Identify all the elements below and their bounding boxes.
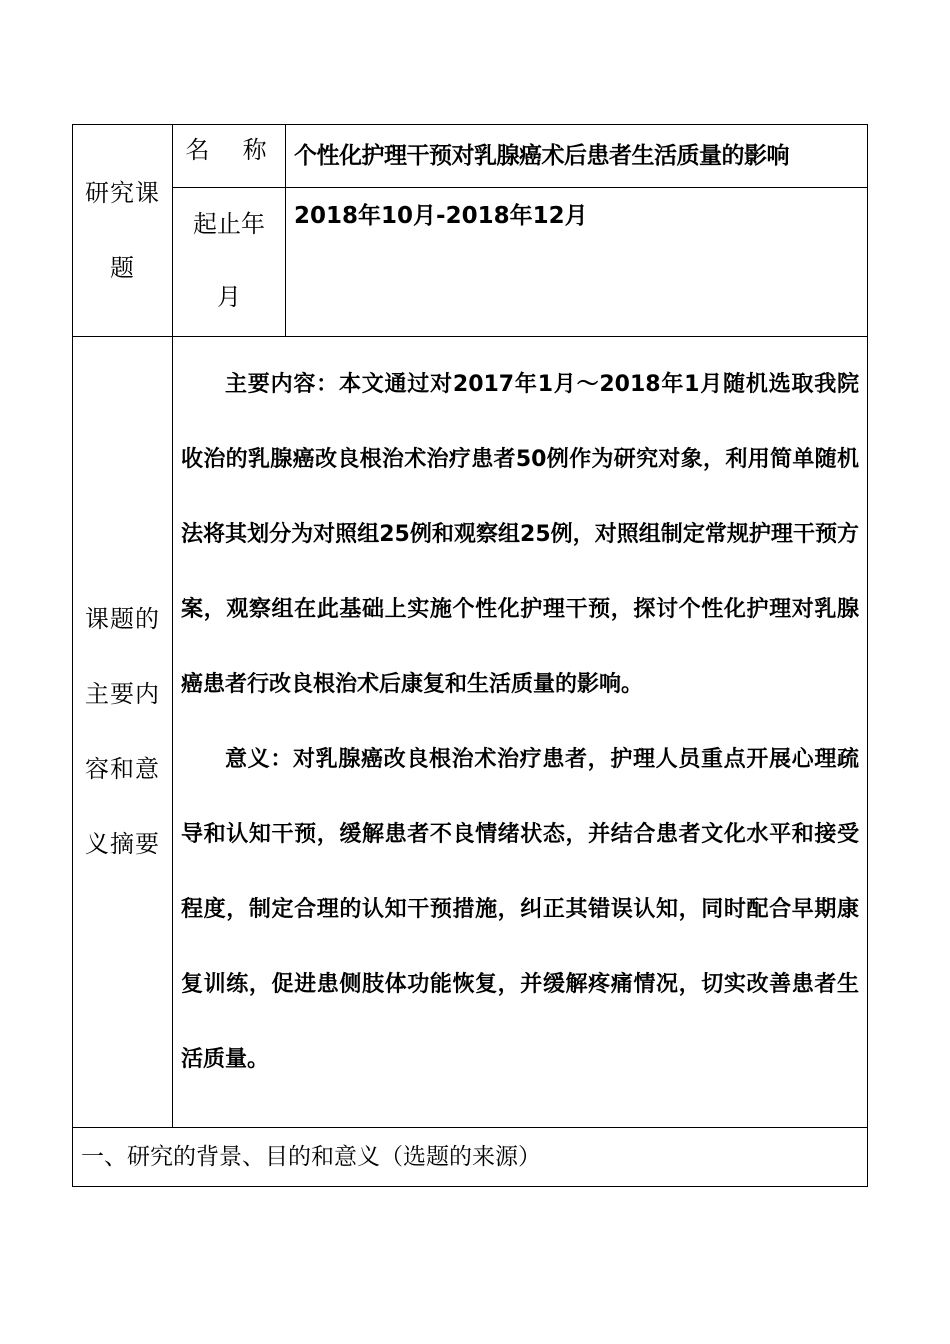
summary-label-cell xyxy=(73,337,173,1128)
summary-row xyxy=(73,337,868,1128)
period-label: 起止年月 xyxy=(193,210,265,311)
proposal-form-table xyxy=(72,124,868,1187)
name-label-cell xyxy=(173,125,286,188)
period-value: 2018年10月-2018年12月 xyxy=(294,203,588,229)
topic-title: 个性化护理干预对乳腺癌术后患者生活质量的影响 xyxy=(294,143,789,169)
topic-label-cell xyxy=(73,125,173,337)
period-label-cell xyxy=(173,188,286,337)
section-heading-cell xyxy=(73,1128,868,1187)
main-content-paragraph: 主要内容：本文通过对2017年1月～2018年1月随机选取我院收治的乳腺癌改良根治术治疗患者50例作为研究对象，利用简单随机法将其划分为对照组25例和观察组25例，对照组制定常规护理干预方案，观察组在此基础上实施个性化护理干预，探讨个性化护理对乳腺癌患者行改良根治术后康复和生活质量的影响。 xyxy=(181,372,859,697)
name-label: 名 称 xyxy=(185,136,273,164)
topic-label: 研究课题 xyxy=(85,178,160,282)
section-heading-row xyxy=(73,1128,868,1187)
title-row xyxy=(73,125,868,188)
summary-label: 课题的主要内容和意义摘要 xyxy=(85,605,160,858)
section-heading: 一、研究的背景、目的和意义（选题的来源） xyxy=(81,1144,541,1170)
period-row xyxy=(73,188,868,337)
period-value-cell xyxy=(286,188,868,337)
summary-content-cell xyxy=(173,337,868,1128)
significance-paragraph: 意义：对乳腺癌改良根治术治疗患者，护理人员重点开展心理疏导和认知干预，缓解患者不良情绪状态，并结合患者文化水平和接受程度，制定合理的认知干预措施，纠正其错误认知，同时配合早期康复训练，促进患侧肢体功能恢复，并缓解疼痛情况，切实改善患者生活质量。 xyxy=(181,747,859,1072)
title-value-cell xyxy=(286,125,868,188)
